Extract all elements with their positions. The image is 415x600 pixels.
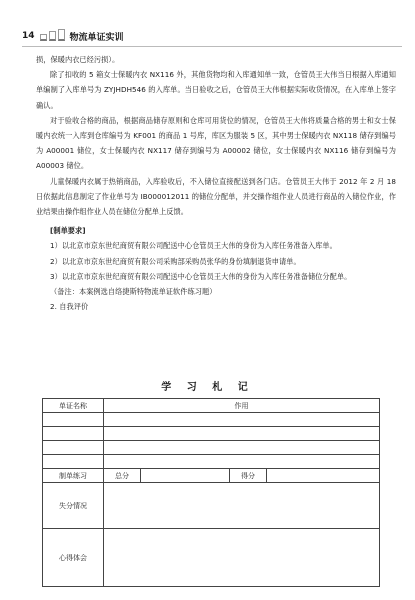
table-cell xyxy=(104,427,380,441)
paragraph-storage: 对于验收合格的商品，根据商品储存原则和仓库可用货位的情况，仓管员王大伟将质量合格的男士和女士保暖内衣统一入库到仓库编号为 KF001 的商品 1 号库，库区为服装 5 区，其中男士保暖内衣 NX118 储存到编号为 A00001 储位，女士保暖内衣 NX117 储存到编号为 A00002 储位，女士保暖内衣 NX116 储存到编号为 A00003 储位。 xyxy=(36,115,396,171)
reflection-label: 心得体会 xyxy=(43,529,104,587)
requirement-1: 1）以北京市京东世纪商贸有限公司配送中心仓管员王大伟的身份为入库任务准备入库单。 xyxy=(50,241,337,251)
page-number: 14 xyxy=(22,31,35,41)
table-cell xyxy=(104,413,380,427)
paragraph-allocation: 儿童保暖内衣属于热销商品，入库验收后，不入储位直接配送到各门店。仓管员王大伟于 2012 年 2 月 18 日依据此信息制定了作业单号为 IB000012011 的储位分配单，并交操作组作业人员进行商品的入储位作业，作业结果由操作组作业人员在储位分配单上反馈。 xyxy=(36,176,396,217)
book-title: 物流单证实训 xyxy=(69,32,124,43)
paragraph-receipt: 除了扣收的 5 箱女士保暖内衣 NX116 外，其他货物均和入库通知单一致，仓管员王大伟当日根据入库通知单编制了入库单号为 ZYJHDH546 的入库单。当日验收之后，仓管员王大伟根据实际收货情况，在入库单上签字确认。 xyxy=(36,70,396,110)
table-cell xyxy=(43,427,104,441)
total-label: 总分 xyxy=(104,469,141,483)
table-cell xyxy=(43,455,104,469)
paragraph-continuation: 损，保暖内衣已经污损）。 xyxy=(36,55,120,64)
score-label: 得分 xyxy=(230,469,267,483)
notes-table-caption: 学 习 札 记 xyxy=(161,382,254,393)
table-cell xyxy=(104,455,380,469)
header-divider xyxy=(22,46,402,47)
study-notes-table xyxy=(42,398,380,587)
doc-name-header: 单证名称 xyxy=(43,399,104,413)
table-cell xyxy=(104,441,380,455)
page-header xyxy=(22,28,402,44)
loss-cell xyxy=(104,483,380,529)
score-value-cell xyxy=(267,469,380,483)
reflection-cell xyxy=(104,529,380,587)
section-heading: [制单要求] xyxy=(50,226,86,236)
source-note: （备注：本案例选自络捷斯特物流单证软件练习题） xyxy=(50,287,217,297)
requirement-3: 3）以北京市京东世纪商贸有限公司配送中心仓管员王大伟的身份为入库任务准备储位分配单。 xyxy=(50,271,352,281)
table-cell xyxy=(43,413,104,427)
requirement-2: 2）以北京市京东世纪商贸有限公司采购部采购员张华的身份填制退货申请单。 xyxy=(50,256,301,266)
header-decoration-icon xyxy=(40,31,65,41)
practice-label: 制单练习 xyxy=(43,469,104,483)
total-value-cell xyxy=(141,469,230,483)
table-cell xyxy=(43,441,104,455)
body-text xyxy=(36,52,396,314)
usage-header: 作用 xyxy=(104,399,380,413)
loss-label: 失分情况 xyxy=(43,483,104,529)
self-evaluation-heading: 2. 自我评价 xyxy=(50,302,89,312)
